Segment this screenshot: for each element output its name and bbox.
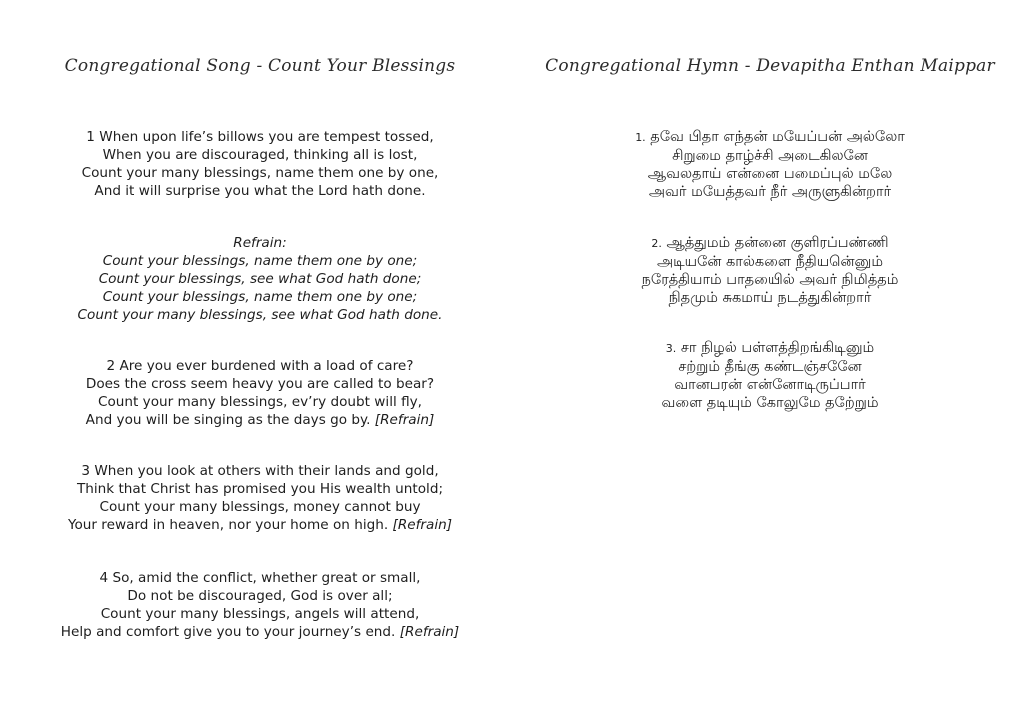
verse-line: Think that Christ has promised you His wealth untold; — [76, 481, 444, 497]
refrain-tag: [Refrain] — [374, 412, 435, 428]
refrain — [40, 234, 480, 324]
refrain-line: Count your blessings, see what God hath done; — [98, 271, 422, 287]
verse-line: Does the cross seem heavy you are called to bear? — [85, 376, 435, 392]
verse-line: அடியனே் கால்களை நீதியனெ்னும் — [656, 254, 884, 270]
tamil-verse-1 — [540, 128, 1000, 201]
tamil-verse-2 — [540, 234, 1000, 307]
verse-2 — [40, 357, 480, 429]
verse-line: Do not be discouraged, God is over all; — [127, 588, 393, 604]
verse-line: 2. ஆத்துமம் தன்னை குளிரப்பண்ணி — [651, 235, 889, 251]
verse-line: Count your many blessings, angels will attend, — [100, 606, 420, 622]
verse-line: வானபரன் என்னோடிருப்பார் — [674, 377, 866, 393]
hymn-title: Congregational Hymn - Devapitha Enthan Maippar — [545, 56, 995, 76]
refrain-heading: Refrain: — [233, 235, 287, 251]
verse-number: 1. — [635, 131, 646, 144]
verse-line: 1. தவே பிதா எந்தன் மயேப்பன் அல்லோ — [635, 129, 905, 145]
verse-line: Help and comfort give you to your journey’s end. [Refrain] — [60, 624, 460, 640]
song-title: Congregational Song - Count Your Blessings — [64, 56, 456, 76]
tamil-verse-3 — [540, 339, 1000, 412]
verse-line: 2 Are you ever burdened with a load of care? — [106, 358, 414, 374]
verse-line: வளை தடியும் கோலுமே தறே்றும் — [661, 395, 879, 411]
verse-number: 2. — [651, 237, 662, 250]
refrain-line: Count your blessings, name them one by one; — [102, 289, 418, 305]
verse-line: 4 So, amid the conflict, whether great or small, — [99, 570, 421, 586]
verse-line: 3. சா நிழல் பள்ளத்திறங்கிடினும் — [665, 340, 875, 356]
refrain-tag: [Refrain] — [392, 517, 453, 533]
verse-line: சற்றும் தீங்கு கண்டஞ்சனேே — [678, 359, 862, 375]
verse-1 — [40, 128, 480, 200]
verse-number: 3. — [665, 342, 677, 355]
refrain-line: Count your many blessings, see what God hath done. — [77, 307, 443, 323]
verse-line: Count your many blessings, money cannot buy — [99, 499, 421, 515]
verse-3 — [40, 462, 480, 534]
refrain-line: Count your blessings, name them one by one; — [102, 253, 418, 269]
verse-line: நரேத்தியாம் பாதயைில் அவர் நிமித்தம் — [641, 272, 899, 288]
verse-line: Count your many blessings, ev’ry doubt will fly, — [97, 394, 423, 410]
verse-line: And you will be singing as the days go by. [Refrain] — [85, 412, 435, 428]
verse-line: சிறுமை தாழ்ச்சி அடைகிலனே — [672, 148, 868, 164]
verse-line: அவர் மயேத்தவர் நீர் அருளுகின்றார் — [648, 184, 892, 200]
verse-line: நிதமும் சுகமாய் நடத்துகின்றார் — [668, 290, 872, 306]
verse-line: Your reward in heaven, nor your home on high. [Refrain] — [67, 517, 453, 533]
verse-line: ஆவலதாய் என்னை பமைப்புல் மலே — [647, 166, 893, 182]
verse-4 — [40, 569, 480, 641]
refrain-tag: [Refrain] — [399, 624, 460, 640]
verse-line: 1 When upon life’s billows you are tempest tossed, — [86, 129, 434, 145]
verse-line: Count your many blessings, name them one by one, — [81, 165, 439, 181]
verse-line: 3 When you look at others with their lands and gold, — [81, 463, 439, 479]
verse-line: And it will surprise you what the Lord hath done. — [94, 183, 426, 199]
verse-line: When you are discouraged, thinking all is lost, — [102, 147, 418, 163]
